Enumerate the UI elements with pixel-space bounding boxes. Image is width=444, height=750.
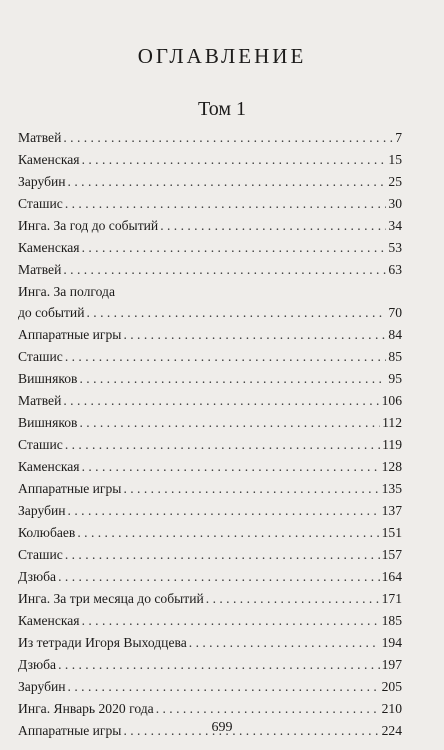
entry-title: Каменская: [18, 459, 80, 474]
toc-entry: [18, 193, 402, 215]
toc-entry: [18, 412, 402, 434]
entry-title: Дзюба: [18, 657, 57, 672]
dot-leader: [79, 368, 386, 390]
toc-entry: [18, 610, 402, 632]
entry-title: Аппаратные игры: [18, 723, 122, 738]
entry-title: Зарубин: [18, 503, 66, 518]
entry-title: Матвей: [18, 262, 62, 277]
entry-title: Колюбаев: [18, 525, 76, 540]
toc-entry: [18, 522, 402, 544]
dot-leader: [160, 215, 386, 237]
entry-page: 53: [388, 240, 402, 255]
toc-entry: [18, 171, 402, 193]
entry-title: Сташис: [18, 437, 63, 452]
entry-page: 85: [388, 349, 402, 364]
entry-title: Инга. Январь 2020 года: [18, 701, 154, 716]
toc-entry: [18, 281, 402, 324]
entry-title: Вишняков: [18, 415, 78, 430]
entry-page: 112: [382, 415, 402, 430]
dot-leader: [77, 522, 379, 544]
entry-title: Каменская: [18, 613, 80, 628]
dot-leader: [123, 478, 379, 500]
toc-entry: [18, 676, 402, 698]
entry-title: Матвей: [18, 393, 62, 408]
dot-leader: [68, 500, 380, 522]
dot-leader: [86, 302, 386, 324]
toc-entry: [18, 215, 402, 237]
dot-leader: [82, 610, 380, 632]
toc-entry: [18, 566, 402, 588]
dot-leader: [206, 588, 380, 610]
entry-page: 205: [381, 679, 402, 694]
dot-leader: [65, 193, 387, 215]
entry-page: 63: [388, 262, 402, 277]
entry-page: 224: [381, 723, 402, 738]
entry-page: 15: [388, 152, 402, 167]
entry-title: Каменская: [18, 240, 80, 255]
entry-title: Дзюба: [18, 569, 57, 584]
toc-entry: [18, 588, 402, 610]
entry-page: 119: [382, 437, 402, 452]
entry-title: Зарубин: [18, 174, 66, 189]
page-number: 699: [211, 720, 233, 735]
dot-leader: [68, 171, 387, 193]
toc-entry: [18, 324, 402, 346]
entry-page: 135: [381, 481, 402, 496]
entry-page: 30: [388, 196, 402, 211]
toc-list: [18, 127, 402, 742]
dot-leader: [68, 676, 380, 698]
dot-leader: [65, 346, 387, 368]
toc-entry: [18, 127, 402, 149]
entry-title: Аппаратные игры: [18, 481, 122, 496]
toc-entry: [18, 259, 402, 281]
entry-title: Вишняков: [18, 371, 78, 386]
entry-page: 151: [381, 525, 402, 540]
entry-title: Зарубин: [18, 679, 66, 694]
entry-title: Сташис: [18, 196, 63, 211]
dot-leader: [79, 412, 380, 434]
dot-leader: [63, 390, 379, 412]
toc-heading: ОГЛАВЛЕНИЕ: [137, 44, 307, 68]
toc-entry: [18, 544, 402, 566]
entry-page: 84: [388, 327, 402, 342]
entry-page: 95: [388, 371, 402, 386]
entry-page: 171: [381, 591, 402, 606]
dot-leader: [65, 434, 380, 456]
volume-title: Том 1: [198, 98, 246, 120]
entry-title: Инга. За три месяца до событий: [18, 591, 204, 606]
toc-entry: [18, 654, 402, 676]
entry-title: Инга. За год до событий: [18, 218, 159, 233]
toc-entry: [18, 478, 402, 500]
entry-title: Сташис: [18, 349, 63, 364]
entry-page: 25: [388, 174, 402, 189]
dot-leader: [82, 237, 387, 259]
dot-leader: [82, 456, 380, 478]
dot-leader: [82, 149, 387, 171]
toc-entry: [18, 632, 402, 654]
entry-page: 185: [381, 613, 402, 628]
toc-entry: [18, 500, 402, 522]
dot-leader: [123, 324, 386, 346]
entry-page: 194: [381, 635, 402, 650]
entry-page: 7: [395, 130, 402, 145]
toc-entry: [18, 237, 402, 259]
entry-title: Каменская: [18, 152, 80, 167]
entry-title-line1: Инга. За полгода: [18, 284, 116, 299]
entry-title: Из тетради Игоря Выходцева: [18, 635, 187, 650]
entry-page: 210: [381, 701, 402, 716]
dot-leader: [63, 127, 393, 149]
dot-leader: [65, 544, 380, 566]
toc-entry: [18, 390, 402, 412]
entry-page: 157: [381, 547, 402, 562]
entry-page: 197: [381, 657, 402, 672]
dot-leader: [58, 566, 380, 588]
dot-leader: [63, 259, 386, 281]
entry-title: до событий: [18, 305, 85, 320]
entry-page: 164: [381, 569, 402, 584]
toc-entry: [18, 346, 402, 368]
dot-leader: [189, 632, 380, 654]
toc-entry: [18, 434, 402, 456]
entry-title: Матвей: [18, 130, 62, 145]
toc-entry: [18, 149, 402, 171]
entry-page: 137: [381, 503, 402, 518]
entry-page: 128: [381, 459, 402, 474]
dot-leader: [58, 654, 380, 676]
dot-leader: [156, 698, 380, 720]
toc-entry: [18, 456, 402, 478]
entry-page: 34: [388, 218, 402, 233]
toc-entry: [18, 698, 402, 720]
entry-page: 70: [388, 305, 402, 320]
entry-page: 106: [381, 393, 402, 408]
entry-title: Аппаратные игры: [18, 327, 122, 342]
toc-entry: [18, 368, 402, 390]
entry-title: Сташис: [18, 547, 63, 562]
